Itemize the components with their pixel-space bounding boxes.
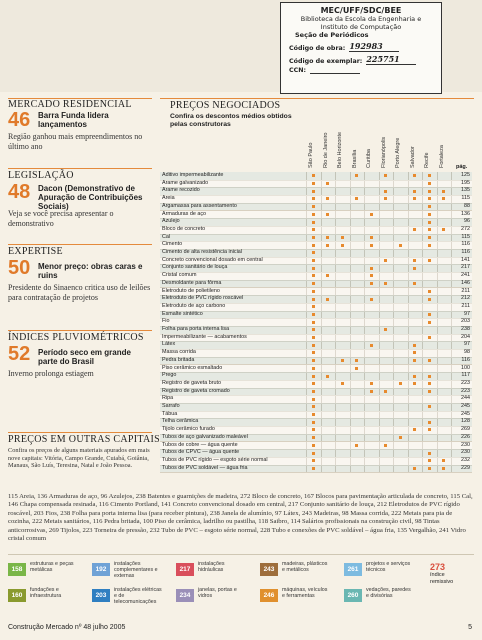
page-ref: 116 <box>461 241 470 248</box>
price-marker <box>384 174 387 177</box>
price-marker <box>413 382 416 385</box>
price-marker <box>312 467 315 470</box>
price-marker <box>312 251 315 254</box>
section-headline: Dacon (Demonstrativo de Apuração de Contribuições Sociais) <box>38 184 143 211</box>
price-marker <box>312 221 315 224</box>
price-marker <box>312 321 315 324</box>
legend-badge: 192 <box>92 563 110 576</box>
price-marker <box>413 467 416 470</box>
price-marker <box>312 382 315 385</box>
price-marker <box>312 267 315 270</box>
section-title: PREÇOS NEGOCIADOS <box>170 100 281 111</box>
page-ref: 232 <box>461 456 470 463</box>
legend-label: estruturas e peças metálicas <box>30 561 74 574</box>
page-ref: 211 <box>461 287 470 294</box>
material-label: Cimento de alta resistência inicial <box>162 249 242 255</box>
page-ref: 223 <box>461 387 470 394</box>
city-header: Curitiba <box>366 149 372 168</box>
section-title: EXPERTISE <box>8 246 63 257</box>
material-label: Eletroduto de aço carbono <box>162 302 226 309</box>
price-marker <box>428 321 431 324</box>
material-label: Cristal comum <box>162 272 197 279</box>
page-ref: 115 <box>461 195 470 202</box>
stamp-field <box>289 54 441 65</box>
price-marker <box>428 259 431 262</box>
page-ref: 97 <box>464 341 470 348</box>
page-ref: 241 <box>461 272 470 279</box>
material-label: Massa corrida <box>162 349 196 356</box>
city-header: Fortaleza <box>438 145 445 168</box>
material-label: Esmalte sintético <box>162 310 203 317</box>
price-marker <box>312 444 315 447</box>
price-marker <box>442 459 445 462</box>
material-label: Concreto convencional dosado em central <box>162 256 263 263</box>
section-page-number: 50 <box>8 257 31 279</box>
price-marker <box>312 351 315 354</box>
stamp-field-label: CCN: <box>289 67 307 74</box>
section-description: Confira os preços de alguns materiais apurados em mais nove capitais: Vitória, Campo Grande, Cuiabá, Goiânia, Manaus, São Luís, Teresina, Natal e João Pessoa. <box>8 447 150 470</box>
price-marker <box>312 336 315 339</box>
price-marker <box>312 428 315 431</box>
legend-badge: 261 <box>344 563 362 576</box>
page-ref: 96 <box>464 218 470 225</box>
divider <box>8 244 152 245</box>
section-headline: Barra Funda lidera lançamentos <box>38 111 109 129</box>
material-label: Tubos de cobre — água quente <box>162 441 238 448</box>
stamp-field <box>289 41 441 52</box>
price-marker <box>355 367 358 370</box>
price-marker <box>326 182 329 185</box>
footer-publication: Construção Mercado nº 48 julho 2005 <box>8 624 126 631</box>
price-marker <box>384 444 387 447</box>
price-marker <box>326 213 329 216</box>
price-marker <box>428 205 431 208</box>
legend-label: vedações, paredes e divisórias <box>366 587 411 600</box>
section-page-number: 48 <box>8 181 31 203</box>
page-column-label: pág. <box>456 164 468 170</box>
price-marker <box>326 244 329 247</box>
price-marker <box>312 197 315 200</box>
divider <box>8 330 152 331</box>
page-ref: 146 <box>461 279 470 286</box>
page-ref: 117 <box>461 372 470 379</box>
price-marker <box>312 413 315 416</box>
price-marker <box>312 367 315 370</box>
price-marker <box>413 174 416 177</box>
page-ref: 212 <box>461 295 470 302</box>
city-header: São Paulo <box>308 142 314 168</box>
price-marker <box>370 344 373 347</box>
legend-badge: 246 <box>260 589 278 602</box>
price-marker <box>326 197 329 200</box>
page-ref: 195 <box>461 179 470 186</box>
page-ref: 272 <box>461 225 470 232</box>
page-ref: 203 <box>461 318 470 325</box>
price-marker <box>428 313 431 316</box>
price-marker <box>413 190 416 193</box>
page-ref: 100 <box>461 364 470 371</box>
divider <box>8 554 474 555</box>
section-title: LEGISLAÇÃO <box>8 170 74 181</box>
material-label: Argamassa para assentamento <box>162 202 237 209</box>
price-marker <box>413 351 416 354</box>
price-marker <box>413 197 416 200</box>
page-ref: 115 <box>461 233 470 240</box>
city-headers <box>306 118 454 170</box>
section-subtitle: Confira os descontos médios obtidos pelas construtoras <box>170 113 292 128</box>
price-marker <box>312 174 315 177</box>
price-marker <box>312 359 315 362</box>
price-marker <box>370 244 373 247</box>
price-marker <box>428 459 431 462</box>
legend-item[interactable] <box>92 586 160 608</box>
price-marker <box>384 259 387 262</box>
city-header: Belo Horizonte <box>337 131 343 168</box>
material-label: Fio <box>162 318 170 325</box>
legend-label: instalações complementares e externas <box>114 561 158 580</box>
material-label: Telha cerâmica <box>162 418 199 425</box>
price-marker <box>312 282 315 285</box>
section-description: Presidente do Sinaenco critica uso de leilões para contratação de projetos <box>8 283 151 302</box>
prices-table <box>160 172 472 486</box>
price-marker <box>384 390 387 393</box>
price-marker <box>428 174 431 177</box>
page-ref: 141 <box>461 256 470 263</box>
legend-item[interactable] <box>260 586 328 608</box>
page-ref: 136 <box>461 210 470 217</box>
stamp-section: Seção de Periódicos <box>295 31 369 39</box>
legend-item[interactable] <box>8 560 76 582</box>
price-marker <box>428 359 431 362</box>
material-label: Areia <box>162 195 175 202</box>
library-stamp <box>280 2 442 94</box>
price-marker <box>312 436 315 439</box>
page-ref: 229 <box>461 464 470 471</box>
material-label: Sarrafo <box>162 403 180 409</box>
price-marker <box>370 390 373 393</box>
price-marker <box>312 190 315 193</box>
material-label: Piso cerâmico esmaltado <box>162 364 223 371</box>
stamp-field-value <box>310 73 360 74</box>
material-label: Látex <box>162 341 176 348</box>
material-label: Tubos de PVC soldável — água fria <box>162 464 248 471</box>
material-label: Armaduras de aço <box>162 210 207 217</box>
price-marker <box>413 282 416 285</box>
price-marker <box>428 375 431 378</box>
price-marker <box>413 428 416 431</box>
legend-badge: 234 <box>176 589 194 602</box>
material-label: Cal <box>162 233 171 240</box>
price-marker <box>312 313 315 316</box>
page-ref: 135 <box>461 187 470 194</box>
material-label: Registro de gaveta cromado <box>162 387 230 394</box>
price-marker <box>413 259 416 262</box>
price-marker <box>312 236 315 239</box>
remissive-index[interactable] <box>430 562 466 585</box>
section-title: ÍNDICES PLUVIOMÉTRICOS <box>8 332 144 343</box>
price-marker <box>428 244 431 247</box>
price-marker <box>428 405 431 408</box>
page-ref: 211 <box>461 302 470 309</box>
price-marker <box>428 182 431 185</box>
section-description: Inverno prolonga estiagem <box>8 369 94 378</box>
legend-label: instalações hidráulicas <box>198 561 225 574</box>
material-label: Tubos de PVC rígido — esgoto série normal <box>162 456 268 463</box>
material-label: Conjunto sanitário de louça <box>162 264 228 271</box>
price-marker <box>312 228 315 231</box>
material-label: Tubos de CPVC — água quente <box>162 449 240 456</box>
page-ref: 116 <box>461 249 470 255</box>
price-marker <box>312 259 315 262</box>
index-paragraph: 115 Areia, 136 Armaduras de aço, 96 Azulejos, 238 Batentes e guarnições de madeira, 272 Bloco de concreto, 167 Blocos para pavimentação articulada de concreto, 115 Cal, 146 Chapa compensada resinada, 116 Cimento Portland, 141 Concreto convencional dosado em central, 217 Conjunto sanitário de louça, 212 Eletrodutos de PVC rígido roscável, 203 Fios, 238 Folha para porta interna lisa (para receber pintura), 238 Janela de alumínio, 97 Látex, 243 Madeiras, 98 Massa corrida, 222 Metais para pia de cozinha, 222 Metais sanitários, 116 Pedra britada, 100 Piso de cerâmica, ladrilho ou pastilha, 118 Saibro, 114 Salários profissionais na construção civil, 98 Tintas anticorrosivas, 269 Tijolos, 223 Torneira de pressão, 232 Tubo de PVC – esgoto série normal, 228 Tubo e conexões de PVC soldável – água fria, 135 Vergalhão, 241 Vidro cristal comum <box>8 493 473 543</box>
price-marker <box>442 190 445 193</box>
stamp-line: Instituto de Computação <box>320 23 402 31</box>
legend-item[interactable] <box>260 560 328 582</box>
price-marker <box>312 298 315 301</box>
legend-badge: 260 <box>344 589 362 602</box>
price-marker <box>413 344 416 347</box>
section-title: PREÇOS EM OUTRAS CAPITAIS <box>8 434 161 445</box>
stamp-field <box>289 67 441 74</box>
price-marker <box>428 390 431 393</box>
material-label: Tubos de aço galvanizado maleável <box>162 433 248 440</box>
table-row <box>160 465 472 474</box>
price-marker <box>326 375 329 378</box>
price-marker <box>355 359 358 362</box>
legend-badge: 243 <box>260 563 278 576</box>
price-marker <box>326 298 329 301</box>
price-marker <box>312 213 315 216</box>
price-marker <box>428 421 431 424</box>
price-marker <box>370 274 373 277</box>
legend-label: fundações e infraestrutura <box>30 587 62 600</box>
price-marker <box>370 382 373 385</box>
price-marker <box>428 197 431 200</box>
price-marker <box>312 205 315 208</box>
material-label: Prego <box>162 372 177 379</box>
price-marker <box>355 197 358 200</box>
divider <box>8 168 152 169</box>
city-header: Florianópolis <box>380 136 387 168</box>
section-headline: Período seco em grande parte do Brasil <box>38 348 131 366</box>
stamp-field-value: 225751 <box>366 54 416 65</box>
legend-item[interactable] <box>176 586 244 608</box>
price-marker <box>384 282 387 285</box>
material-label: Folha para porta interna lisa <box>162 326 230 332</box>
section-title: MERCADO RESIDENCIAL <box>8 99 132 110</box>
price-marker <box>399 244 402 247</box>
city-header: Salvador <box>409 146 416 168</box>
legend-item[interactable] <box>344 586 412 608</box>
price-marker <box>384 190 387 193</box>
stamp-field-label: Código de obra: <box>289 45 346 52</box>
section-description: Região ganhou mais empreendimentos no último ano <box>8 132 143 151</box>
remissive-number: 273 <box>430 562 446 572</box>
price-marker <box>341 236 344 239</box>
price-marker <box>428 190 431 193</box>
price-marker <box>370 213 373 216</box>
price-marker <box>370 267 373 270</box>
price-marker <box>413 267 416 270</box>
stamp-field-value: 192983 <box>349 41 399 52</box>
legend-badge: 158 <box>8 563 26 576</box>
page-ref: 116 <box>461 356 470 363</box>
price-marker <box>312 405 315 408</box>
material-label: Registro de gaveta bruto <box>162 379 222 386</box>
price-marker <box>370 298 373 301</box>
price-marker <box>312 459 315 462</box>
material-label: Cimento <box>162 241 183 248</box>
legend-label: máquinas, veículos e ferramentas <box>282 587 328 600</box>
page-ref: 97 <box>464 310 470 317</box>
page-ref: 223 <box>461 379 470 386</box>
stamp-line: Biblioteca da Escola da Engenharia e <box>300 15 422 23</box>
price-marker <box>312 305 315 308</box>
price-marker <box>428 228 431 231</box>
remissive-label: índice remissivo <box>430 572 454 585</box>
page-ref: 217 <box>461 264 470 271</box>
page-ref: 125 <box>461 172 470 178</box>
price-marker <box>442 228 445 231</box>
price-marker <box>312 452 315 455</box>
price-marker <box>428 298 431 301</box>
material-label: Aditivo impermeabilizante <box>162 172 224 178</box>
price-marker <box>428 221 431 224</box>
price-marker <box>312 328 315 331</box>
section-page-number: 52 <box>8 343 31 365</box>
price-marker <box>384 197 387 200</box>
price-marker <box>413 375 416 378</box>
price-marker <box>428 428 431 431</box>
price-marker <box>326 274 329 277</box>
page-ref: 238 <box>461 326 470 332</box>
legend-badge: 217 <box>176 563 194 576</box>
material-label: Eletroduto de polietileno <box>162 287 220 294</box>
price-marker <box>428 452 431 455</box>
material-label: Desmoldante para fôrma <box>162 279 222 286</box>
price-marker <box>384 328 387 331</box>
price-marker <box>428 336 431 339</box>
price-marker <box>312 244 315 247</box>
legend-badge: 203 <box>92 589 110 602</box>
price-marker <box>312 398 315 401</box>
price-marker <box>312 290 315 293</box>
stamp-field-label: Código de exemplar: <box>289 58 363 65</box>
divider <box>160 98 474 99</box>
legend-item[interactable] <box>8 586 76 608</box>
material-label: Eletroduto de PVC rígido roscável <box>162 295 244 302</box>
material-label: Azulejo <box>162 218 180 225</box>
page-ref: 88 <box>464 202 470 209</box>
page-ref: 245 <box>461 403 470 409</box>
price-marker <box>312 390 315 393</box>
price-marker <box>428 213 431 216</box>
price-marker <box>355 174 358 177</box>
page-ref: 98 <box>464 349 470 356</box>
stamp-heading: MEC/UFF/SDC/BEE <box>320 6 402 15</box>
price-marker <box>341 244 344 247</box>
legend-label: janelas, portas e vidros <box>198 587 237 600</box>
price-marker <box>326 236 329 239</box>
material-label: Tijolo cerâmico furado <box>162 426 215 433</box>
material-label: Arame recozido <box>162 187 200 194</box>
price-marker <box>399 436 402 439</box>
price-marker <box>355 444 358 447</box>
index-text <box>8 493 474 543</box>
legend-item[interactable] <box>344 560 412 582</box>
legend-item[interactable] <box>92 560 160 582</box>
divider <box>8 432 152 433</box>
price-marker <box>442 197 445 200</box>
material-label: Arame galvanizado <box>162 179 209 186</box>
section-legend <box>8 560 474 612</box>
page-ref: 226 <box>461 433 470 440</box>
legend-label: madeiras, plásticos e metálicos <box>282 561 328 574</box>
page-ref: 230 <box>461 449 470 456</box>
legend-item[interactable] <box>176 560 244 582</box>
legend-badge: 160 <box>8 589 26 602</box>
price-marker <box>428 382 431 385</box>
price-marker <box>413 359 416 362</box>
price-marker <box>370 236 373 239</box>
city-header: Porto Alegre <box>395 137 401 168</box>
price-marker <box>413 228 416 231</box>
page-ref: 230 <box>461 441 470 448</box>
price-marker <box>341 382 344 385</box>
legend-label: projetos e serviços técnicos <box>366 561 411 574</box>
material-label: Impermeabilizante — acabamentos <box>162 333 247 340</box>
price-marker <box>312 421 315 424</box>
price-marker <box>399 382 402 385</box>
page-ref: 244 <box>461 395 470 402</box>
city-header: Recife <box>424 152 430 168</box>
material-label: Ripa <box>162 395 174 402</box>
price-marker <box>341 359 344 362</box>
price-marker <box>312 274 315 277</box>
material-label: Pedra britada <box>162 356 195 363</box>
price-marker <box>312 344 315 347</box>
material-label: Bloco de concreto <box>162 225 206 232</box>
page-ref: 245 <box>461 410 470 417</box>
material-label: Tábua <box>162 410 178 417</box>
page-ref: 128 <box>461 418 470 425</box>
section-description: Veja se você precisa apresentar o demonstrativo <box>8 209 114 228</box>
footer-page-number: 5 <box>468 624 472 631</box>
price-marker <box>312 375 315 378</box>
price-marker <box>370 282 373 285</box>
price-marker <box>428 467 431 470</box>
section-page-number: 46 <box>8 109 31 131</box>
page-ref: 269 <box>461 426 470 433</box>
page-ref: 204 <box>461 333 470 340</box>
city-header: Rio de Janeiro <box>322 132 329 168</box>
section-headline: Menor preço: obras caras e ruins <box>38 262 143 280</box>
price-marker <box>442 467 445 470</box>
price-marker <box>428 236 431 239</box>
city-header: Brasília <box>351 149 358 168</box>
price-marker <box>312 182 315 185</box>
price-marker <box>428 290 431 293</box>
legend-label: instalações elétricas e de telecomunicações <box>114 587 162 606</box>
